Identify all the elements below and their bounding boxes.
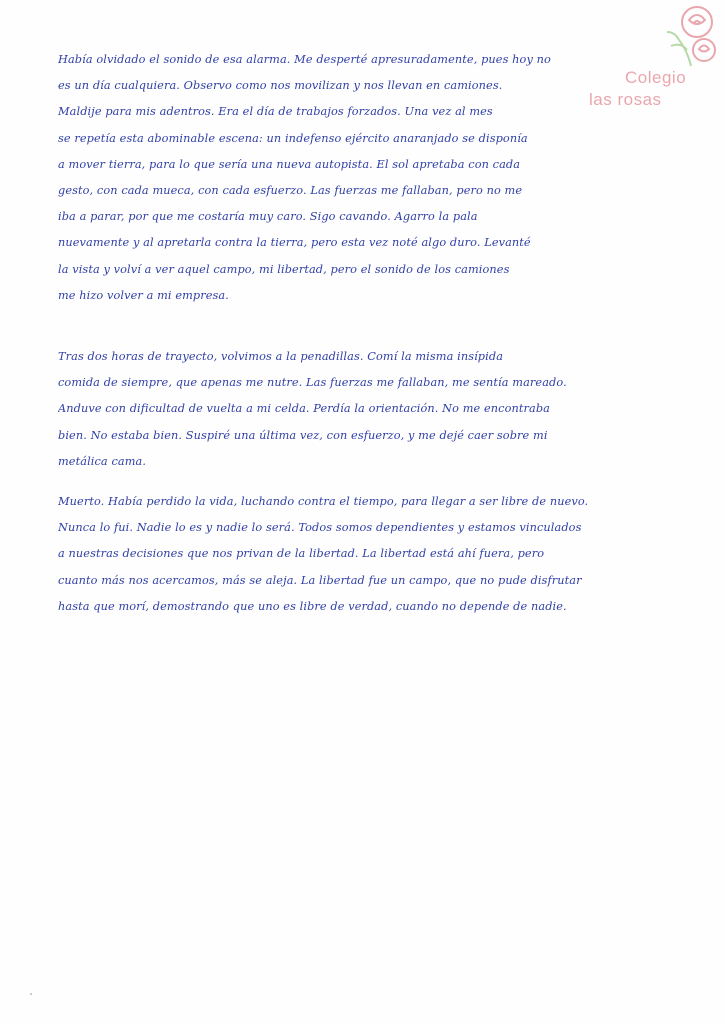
text-line: metálica cama. [58, 454, 147, 468]
text-line: hasta que morí, demostrando que uno es libre de verdad, cuando no depende de nadie. [58, 599, 567, 613]
text-line: nuevamente y al apretarla contra la tierra, pero esta vez noté algo duro. Levanté [58, 236, 531, 250]
paragraph-1 [58, 47, 670, 309]
text-line: gesto, con cada mueca, con cada esfuerzo. Las fuerzas me fallaban, pero no me [58, 184, 523, 198]
text-line: a nuestras decisiones que nos privan de la libertad. La libertad está ahí fuera, pero [58, 547, 545, 561]
text-line: se repetía esta abominable escena: un indefenso ejército anaranjado se disponía [58, 131, 528, 145]
text-line: cuanto más nos acercamos, más se aleja. La libertad fue un campo, que no pude disfrutar [58, 573, 582, 587]
paper-speck [30, 993, 32, 995]
text-line: Nunca lo fui. Nadie lo es y nadie lo será. Todos somos dependientes y estamos vinculados [58, 521, 582, 535]
paragraph-3 [58, 489, 670, 620]
paragraph-2 [58, 344, 670, 475]
text-line: es un día cualquiera. Observo como nos movilizan y nos llevan en camiones. [58, 79, 503, 93]
text-line: me hizo volver a mi empresa. [58, 288, 229, 302]
text-line: comida de siempre, que apenas me nutre. Las fuerzas me fallaban, me sentía mareado. [58, 376, 567, 390]
text-line: a mover tierra, para lo que sería una nueva autopista. El sol apretaba con cada [58, 157, 521, 171]
text-line: bien. No estaba bien. Suspiré una última vez, con esfuerzo, y me dejé caer sobre mi [58, 428, 548, 442]
text-line: Tras dos horas de trayecto, volvimos a la penadillas. Comí la misma insípida [58, 350, 504, 363]
logo-text-las-rosas: las rosas [589, 90, 662, 109]
text-line: Maldije para mis adentros. Era el día de trabajos forzados. Una vez al mes [58, 105, 493, 119]
text-line: la vista y volví a ver aquel campo, mi libertad, pero el sonido de los camiones [58, 262, 510, 276]
text-line: iba a parar, por que me costaría muy caro. Sigo cavando. Agarro la pala [58, 210, 478, 224]
text-line: Había olvidado el sonido de esa alarma. Me desperté apresuradamente, pues hoy no [58, 53, 551, 66]
text-line: Muerto. Había perdido la vida, luchando contra el tiempo, para llegar a ser libre de nuevo. [58, 495, 589, 508]
text-line: Anduve con dificultad de vuelta a mi celda. Perdía la orientación. No me encontraba [58, 402, 551, 416]
logo-text-colegio: Colegio [625, 68, 687, 87]
